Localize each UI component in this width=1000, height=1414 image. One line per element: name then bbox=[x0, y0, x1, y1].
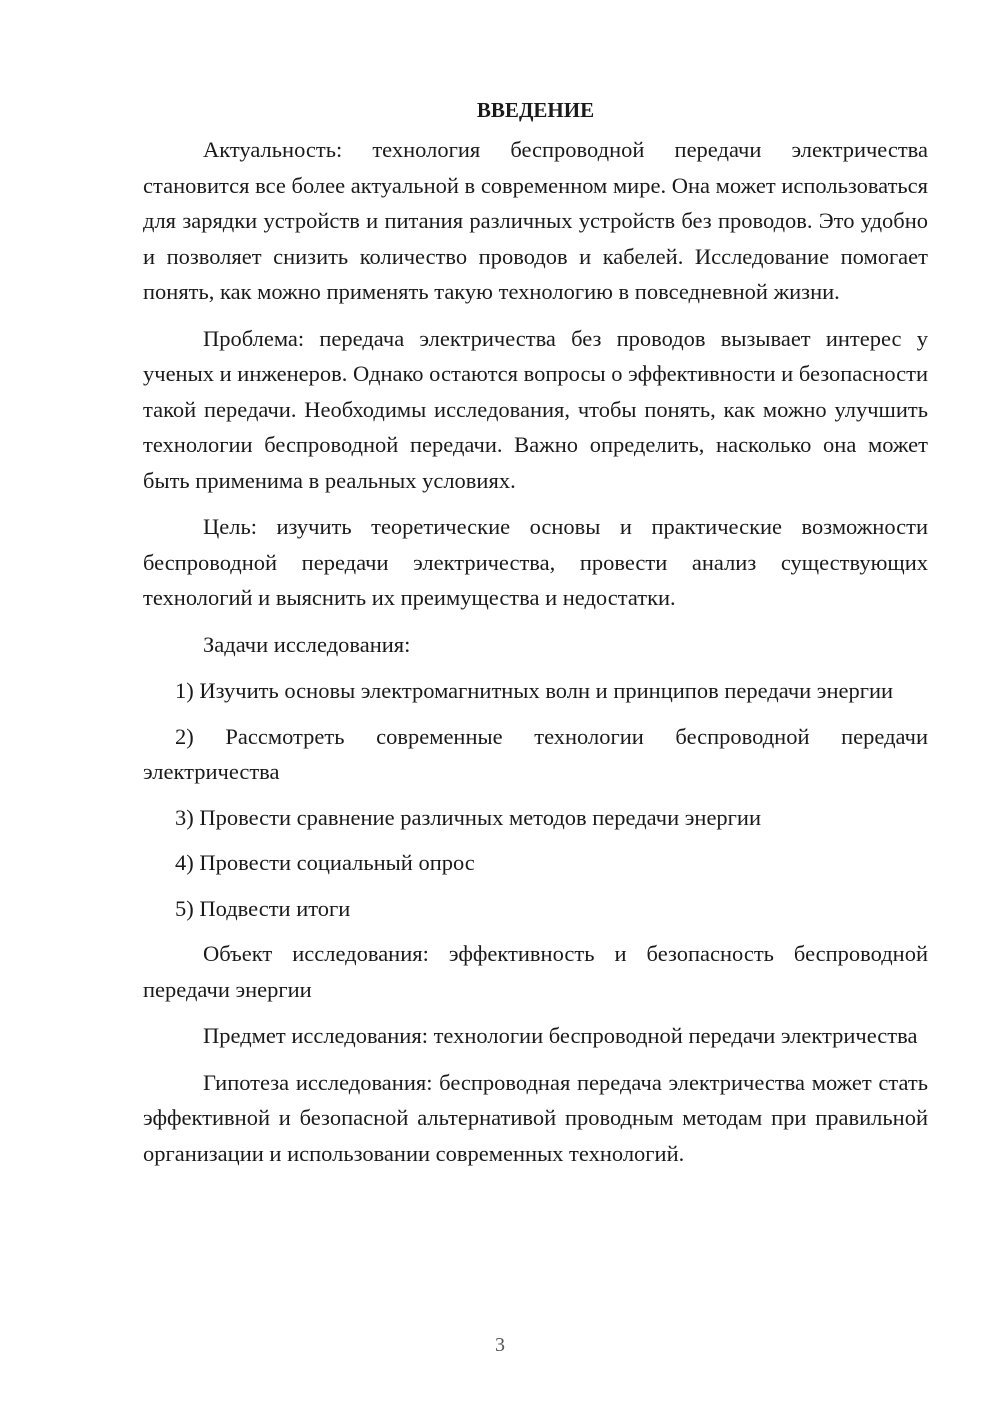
page-number: 3 bbox=[495, 1334, 505, 1356]
hypothesis-paragraph: Гипотеза исследования: беспроводная передача электричества может стать эффективной и безопасной альтернативой проводным методам при правильной организации и использовании современных технологий. bbox=[143, 1069, 928, 1166]
task-item-5: 5) Подвести итоги bbox=[175, 895, 351, 921]
task-item-3: 3) Провести сравнение различных методов передачи энергии bbox=[175, 804, 761, 830]
subject-paragraph: Предмет исследования: технологии беспроводной передачи электричества bbox=[203, 1023, 918, 1048]
task-item-4: 4) Провести социальный опрос bbox=[175, 850, 475, 875]
page-title: ВВЕДЕНИЕ bbox=[476, 98, 595, 122]
relevance-paragraph: Актуальность: технология беспроводной передачи электричества становится все более актуальной в современном мире. Она может использоваться для зарядки устройств и питания различных устройств без проводов. Это удобно и позволяет снизить количество проводов и кабелей. Исследование помогает понять, как можно применять такую технологию в повседневной жизни. bbox=[143, 137, 928, 304]
problem-paragraph: Проблема: передача электричества без проводов вызывает интерес у ученых и инженеров. Однако остаются вопросы о эффективности и безопасности такой передачи. Необходимы исследования, чтобы понять, как можно улучшить технологии беспроводной передачи. Важно определить, насколько она может быть применима в реальных условиях. bbox=[143, 325, 928, 493]
object-paragraph: Объект исследования: эффективность и безопасность беспроводной передачи энергии bbox=[143, 941, 928, 1002]
task-item-1: 1) Изучить основы электромагнитных волн и принципов передачи энергии bbox=[175, 678, 894, 703]
document-page bbox=[143, 92, 928, 1182]
task-item-2: 2) Рассмотреть современные технологии беспроводной передачи электричества bbox=[143, 723, 928, 784]
tasks-heading: Задачи исследования: bbox=[203, 631, 411, 657]
goal-paragraph: Цель: изучить теоретические основы и практические возможности беспроводной передачи электричества, провести анализ существующих технологий и выяснить их преимущества и недостатки. bbox=[143, 514, 928, 610]
